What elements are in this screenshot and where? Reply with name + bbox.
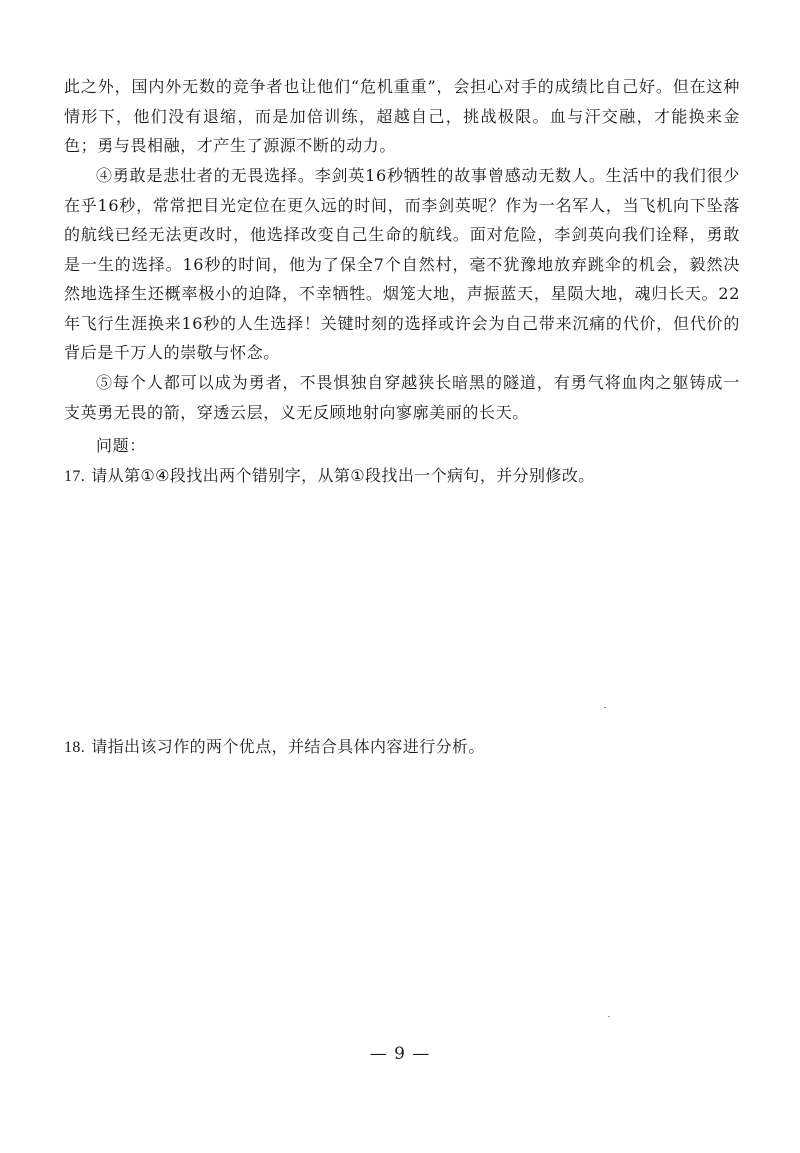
passage-paragraph-4: ④勇敢是悲壮者的无畏选择。李剑英16秒牺牲的故事曾感动无数人。生活中的我们很少在乎16秒，常常把目光定位在更久远的时间，而李剑英呢？作为一名军人，当飞机向下坠落的航线已经无法更改时，他选择改变自己生命的航线。面对危险，李剑英向我们诠释，勇敢是一生的选择。16秒的时间，他为了保全7个自然村，毫不犹豫地放弃跳伞的机会，毅然决然地选择生还概率极小的迫降，不幸牺牲。烟笼大地，声振蓝天，星陨大地，魂归长天。22年飞行生涯换来16秒的人生选择！关键时刻的选择或许会为自己带来沉痛的代价，但代价的背后是千万人的崇敬与怀念。 (64, 166, 740, 362)
question-17-text: 请从第①④段找出两个错别字，从第①段找出一个病句，并分别修改。 (91, 466, 595, 485)
passage-paragraph-5: ⑤每个人都可以成为勇者，不畏惧独自穿越狭长暗黑的隧道，有勇气将血肉之躯铸成一支英勇无畏的箭，穿透云层，义无反顾地射向寥廓美丽的长天。 (64, 373, 740, 422)
question-18-number: 18. (64, 739, 86, 756)
questions-label: 问题： (96, 436, 146, 455)
passage-paragraph-3-continuation: 此之外，国内外无数的竞争者也让他们“危机重重”，会担心对手的成绩比自己好。但在这种情形下，他们没有退缩，而是加倍训练，超越自己，挑战极限。血与汗交融，才能换来金色；勇与畏相融，才产生了源源不断的动力。 (64, 77, 740, 155)
question-18-text: 请指出该习作的两个优点，并结合具体内容进行分析。 (91, 737, 485, 756)
page-number: — 9 — (369, 1044, 431, 1064)
scan-speck (604, 707, 606, 708)
question-17 (64, 463, 595, 486)
question-17-number: 17. (64, 468, 86, 485)
question-18 (64, 734, 485, 757)
scan-speck (608, 1016, 610, 1017)
